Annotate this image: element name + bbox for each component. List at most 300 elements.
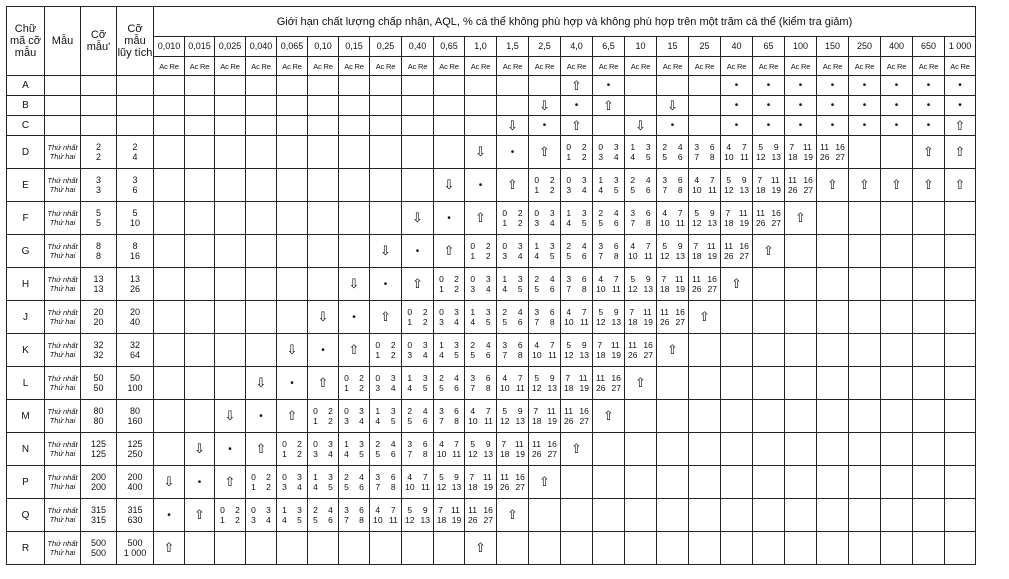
code-letter: F (7, 202, 45, 235)
second-sample-ac-re (529, 218, 560, 228)
ac-value: 4 (598, 185, 604, 195)
plan-cell (529, 169, 561, 202)
cumulative-size: 6 (132, 185, 138, 195)
re-value: 13 (675, 251, 685, 261)
sample-name: Thứ hai (49, 515, 76, 524)
re-value: 9 (422, 505, 428, 515)
second-sample-ac-re (339, 416, 369, 426)
re-value: 16 (835, 142, 845, 152)
aql-value: 0,65 (434, 37, 465, 57)
up-arrow-icon: ⇧ (923, 144, 934, 159)
ac-value: 12 (532, 383, 542, 393)
aql-cell (849, 301, 881, 334)
code-letter: C (7, 116, 45, 136)
aql-cell (945, 202, 976, 235)
arrow-shaft (434, 116, 465, 136)
sample-size: 5 (95, 208, 101, 218)
ac-value: 2 (407, 406, 413, 416)
second-sample-ac-re (497, 317, 528, 327)
star-icon: • (926, 120, 931, 131)
plan-cell (529, 433, 561, 466)
plan-cell (434, 400, 465, 433)
aql-cell (945, 433, 976, 466)
sample-size: 125 (90, 449, 107, 459)
sample-names (45, 301, 81, 334)
plan-cell (434, 301, 465, 334)
re-value: 6 (359, 482, 364, 492)
arrow-shaft (215, 76, 246, 96)
sample-sizes (81, 202, 117, 235)
arrow-shaft (497, 96, 529, 116)
up-arrow-icon: ⇧ (954, 117, 966, 133)
ac-value: 1 (470, 307, 476, 317)
re-value: 3 (328, 472, 333, 482)
ac-value: 3 (502, 251, 508, 261)
aql-cell (434, 532, 465, 565)
second-sample-ac-re (434, 350, 464, 360)
plan-cell (657, 136, 689, 169)
cumulative-sizes (117, 202, 154, 235)
re-value: 4 (613, 152, 619, 162)
aql-cell (185, 532, 215, 565)
first-sample-ac-re (370, 439, 401, 449)
re-value: 11 (706, 241, 716, 251)
plan-cell (593, 301, 625, 334)
sample-size: 8 (95, 251, 101, 261)
aql-cell (185, 433, 215, 466)
re-value: 8 (390, 482, 396, 492)
aql-cell (593, 466, 625, 499)
plan-cell (339, 499, 370, 532)
arrow-shaft (154, 76, 185, 96)
arrow-shaft (246, 169, 277, 202)
table-row (7, 268, 976, 301)
aql-value: 2,5 (529, 37, 561, 57)
second-sample-ac-re (721, 185, 752, 195)
ac-value: 3 (251, 515, 256, 525)
up-arrow-icon: ⇧ (163, 540, 175, 555)
arrow-shaft (370, 202, 402, 235)
re-value: 9 (773, 142, 779, 152)
ac-value: 26 (596, 383, 606, 393)
second-sample-ac-re (817, 152, 848, 162)
re-value: 27 (675, 317, 685, 327)
sample-size: 200 (90, 472, 107, 482)
sample-name: Thứ nhất (47, 374, 78, 383)
ac-value: 12 (405, 515, 415, 525)
re-value: 16 (611, 373, 621, 383)
first-sample-ac-re (721, 241, 752, 251)
re-value: 7 (581, 307, 587, 317)
ac-value: 3 (598, 241, 604, 251)
cumulative-size: 20 (129, 307, 140, 317)
plan-cell (657, 235, 689, 268)
first-sample-ac-re (561, 406, 592, 416)
star-icon: • (798, 100, 803, 111)
second-sample-ac-re (529, 185, 560, 195)
plan-cell (277, 466, 308, 499)
re-value: 7 (741, 142, 747, 152)
first-sample-ac-re (561, 307, 592, 317)
ac-value: 4 (407, 383, 413, 393)
cumulative-size: 200 (127, 472, 143, 482)
aql-cell (753, 466, 785, 499)
aql-cell (277, 400, 308, 433)
aql-cell (913, 532, 945, 565)
table-row (7, 301, 976, 334)
plan-cell (402, 400, 434, 433)
re-value: 3 (613, 175, 619, 185)
down-arrow-icon: ⇩ (348, 276, 360, 291)
ac-value: 11 (692, 274, 701, 284)
re-value: 7 (517, 373, 523, 383)
re-value: 4 (549, 274, 555, 284)
aql-cell (657, 96, 689, 116)
plan-cell (689, 202, 721, 235)
re-value: 6 (581, 274, 587, 284)
ac-value: 0 (251, 505, 256, 515)
aql-cell (689, 76, 721, 96)
re-value: 3 (422, 373, 428, 383)
down-arrow-icon: ⇩ (667, 97, 678, 113)
ac-value: 5 (758, 142, 764, 152)
arrow-shaft (625, 96, 657, 116)
aql-cell (785, 96, 817, 116)
aql-value: 250 (849, 37, 881, 57)
re-value: 16 (547, 439, 557, 449)
ac-value: 0 (313, 439, 318, 449)
re-value: 8 (422, 449, 428, 459)
aql-cell (785, 301, 817, 334)
arrow-shaft (185, 136, 215, 169)
arrow-shaft (185, 334, 215, 367)
first-sample-ac-re (561, 241, 592, 251)
star-icon: • (167, 509, 171, 521)
ac-value: 4 (662, 208, 668, 218)
code-letter: H (7, 268, 45, 301)
code-letter: L (7, 367, 45, 400)
ac-value: 18 (788, 152, 798, 162)
ac-value: 4 (344, 449, 349, 459)
plan-cell (625, 334, 657, 367)
plan-cell (625, 268, 657, 301)
plan-cell (657, 169, 689, 202)
up-arrow-icon: ⇧ (731, 276, 742, 291)
plan-cell (497, 400, 529, 433)
ac-value: 7 (438, 505, 443, 515)
aql-cell (849, 433, 881, 466)
code-letter: P (7, 466, 45, 499)
ac-value: 1 (470, 251, 476, 261)
aql-cell (277, 334, 308, 367)
aql-cell (849, 334, 881, 367)
second-sample-ac-re (402, 449, 433, 459)
star-icon: • (766, 120, 771, 131)
aql-cell (913, 169, 945, 202)
aql-value: 15 (657, 37, 689, 57)
arrow-shaft (154, 136, 185, 169)
first-sample-ac-re (497, 340, 528, 350)
up-arrow-icon: ⇧ (412, 276, 423, 291)
star-icon: • (958, 100, 962, 111)
first-sample-ac-re (465, 241, 496, 251)
plan-cell (465, 301, 497, 334)
re-value: 6 (454, 383, 459, 393)
ac-re-label: Ac Re (721, 57, 753, 76)
plan-cell (593, 268, 625, 301)
first-sample-ac-re (529, 406, 560, 416)
re-value: 3 (359, 439, 364, 449)
sample-sizes (81, 301, 117, 334)
second-sample-ac-re (308, 482, 338, 492)
aql-cell (465, 532, 497, 565)
cumulative-size: 26 (129, 284, 140, 294)
first-sample-ac-re (529, 208, 560, 218)
aql-cell (657, 116, 689, 136)
re-value: 6 (645, 185, 651, 195)
ac-value: 4 (439, 439, 444, 449)
first-sample-ac-re (561, 175, 592, 185)
second-sample-ac-re (497, 449, 528, 459)
ac-re-label: Ac Re (308, 57, 339, 76)
up-arrow-icon: ⇧ (475, 540, 486, 555)
aql-cell (785, 367, 817, 400)
star-icon: • (510, 146, 515, 158)
plan-cell (402, 499, 434, 532)
second-sample-ac-re (657, 317, 688, 327)
arrow-shaft (657, 76, 689, 96)
table-row (7, 334, 976, 367)
plan-cell (625, 202, 657, 235)
ac-value: 1 (502, 218, 508, 228)
ac-value: 2 (375, 439, 381, 449)
aql-cell (849, 532, 881, 565)
aql-cell (753, 96, 785, 116)
second-sample-ac-re (402, 317, 433, 327)
re-value: 13 (579, 350, 589, 360)
re-value: 19 (643, 317, 653, 327)
arrow-shaft (308, 268, 339, 301)
aql-cell (721, 400, 753, 433)
sample-name: Thứ hai (49, 317, 76, 326)
down-arrow-icon: ⇩ (635, 117, 646, 133)
re-value: 2 (581, 152, 587, 162)
sample-size: 5 (95, 218, 101, 228)
aql-cell (753, 433, 785, 466)
ac-value: 3 (534, 307, 540, 317)
ac-value: 1 (313, 416, 318, 426)
aql-cell (689, 400, 721, 433)
ac-value: 0 (344, 406, 349, 416)
aql-cell (849, 466, 881, 499)
ac-value: 10 (660, 218, 670, 228)
ac-value: 1 (630, 142, 636, 152)
sample-name: Thứ hai (49, 284, 76, 293)
first-sample-ac-re (721, 142, 752, 152)
aql-cell (753, 334, 785, 367)
re-value: 11 (515, 383, 525, 393)
arrow-shaft (277, 136, 308, 169)
arrow-shaft (185, 116, 215, 136)
aql-value: 65 (753, 37, 785, 57)
sample-name: Thứ hai (49, 185, 76, 194)
second-sample-ac-re (434, 383, 464, 393)
ac-value: 4 (502, 284, 508, 294)
second-sample-ac-re (497, 251, 528, 261)
arrow-shaft (215, 116, 246, 136)
sample-names (45, 532, 81, 565)
aql-cell (561, 96, 593, 116)
aql-cell (881, 400, 913, 433)
aql-cell (529, 499, 561, 532)
aql-cell (529, 532, 561, 565)
ac-value: 2 (344, 472, 349, 482)
arrow-shaft (402, 96, 434, 116)
re-value: 9 (613, 307, 619, 317)
ac-re-label: Ac Re (881, 57, 913, 76)
code-letter: E (7, 169, 45, 202)
re-value: 6 (454, 406, 459, 416)
cumulative-size: 2 (132, 142, 138, 152)
star-icon: • (447, 212, 451, 224)
second-sample-ac-re (246, 482, 276, 492)
second-sample-ac-re (339, 449, 369, 459)
aql-cell (370, 532, 402, 565)
plan-cell (593, 136, 625, 169)
sample-name: Thứ hai (49, 383, 76, 392)
plan-cell (785, 136, 817, 169)
second-sample-ac-re (689, 284, 720, 294)
up-arrow-icon: ⇧ (954, 177, 966, 192)
up-arrow-icon: ⇧ (539, 144, 550, 159)
re-value: 5 (328, 482, 333, 492)
arrow-shaft (402, 136, 434, 169)
up-arrow-icon: ⇧ (571, 117, 582, 133)
up-arrow-icon: ⇧ (891, 177, 902, 192)
ac-value: 5 (375, 449, 381, 459)
aql-cell (913, 76, 945, 96)
re-value: 16 (675, 307, 685, 317)
arrow-shaft (246, 96, 277, 116)
first-sample-ac-re (434, 274, 464, 284)
plan-cell (370, 499, 402, 532)
aql-cell (817, 367, 849, 400)
up-arrow-icon: ⇧ (475, 210, 486, 225)
re-value: 13 (451, 482, 462, 492)
plan-cell (561, 367, 593, 400)
ac-value: 0 (407, 307, 413, 317)
star-icon: • (862, 120, 867, 131)
plan-cell (689, 136, 721, 169)
re-value: 13 (771, 152, 781, 162)
ac-value: 4 (375, 505, 381, 515)
arrow-shaft (308, 96, 339, 116)
ac-value: 10 (405, 482, 415, 492)
plan-cell (721, 136, 753, 169)
second-sample-ac-re (625, 284, 656, 294)
second-sample-ac-re (434, 482, 464, 492)
arrow-shaft (277, 202, 308, 235)
re-value: 6 (549, 307, 555, 317)
second-sample-ac-re (625, 350, 656, 360)
cumulative-size: 64 (129, 350, 140, 360)
cumulative-sizes (117, 532, 154, 565)
sample-sizes (81, 76, 117, 96)
aql-cell (753, 400, 785, 433)
cumulative-sizes (117, 400, 154, 433)
star-icon: • (862, 80, 867, 91)
second-sample-ac-re (277, 515, 307, 525)
re-value: 3 (549, 208, 555, 218)
sample-names (45, 96, 81, 116)
re-value: 11 (611, 284, 621, 294)
aql-cell (913, 367, 945, 400)
re-value: 4 (581, 241, 587, 251)
re-value: 9 (454, 472, 459, 482)
aql-cell (657, 466, 689, 499)
reduced-inspection-table (6, 6, 976, 565)
arrow-shaft (402, 116, 434, 136)
aql-value: 10 (625, 37, 657, 57)
second-sample-ac-re (657, 251, 688, 261)
re-value: 16 (707, 274, 717, 284)
second-sample-ac-re (561, 350, 592, 360)
second-sample-ac-re (721, 152, 752, 162)
first-sample-ac-re (402, 472, 433, 482)
arrow-shaft (625, 76, 657, 96)
aql-cell (689, 334, 721, 367)
first-sample-ac-re (434, 406, 464, 416)
ac-value: 4 (502, 373, 508, 383)
aql-cell (625, 466, 657, 499)
re-value: 2 (359, 373, 364, 383)
re-value: 16 (771, 208, 781, 218)
aql-cell (817, 235, 849, 268)
arrow-shaft (339, 235, 370, 268)
ac-value: 7 (565, 373, 571, 383)
re-value: 16 (579, 406, 589, 416)
table-row (7, 76, 976, 96)
ac-re-label: Ac Re (154, 57, 185, 76)
aql-cell (817, 169, 849, 202)
first-sample-ac-re (689, 274, 720, 284)
star-icon: • (798, 120, 803, 131)
ac-value: 5 (566, 251, 572, 261)
ac-value: 7 (789, 142, 795, 152)
first-sample-ac-re (308, 505, 338, 515)
re-value: 19 (547, 416, 557, 426)
ac-value: 12 (660, 251, 670, 261)
re-value: 3 (422, 340, 428, 350)
ac-value: 3 (566, 274, 572, 284)
ac-value: 11 (724, 241, 733, 251)
sample-names (45, 116, 81, 136)
first-sample-ac-re (625, 307, 656, 317)
ac-value: 3 (407, 439, 413, 449)
ac-value: 4 (282, 515, 287, 525)
ac-value: 7 (725, 208, 731, 218)
ac-value: 0 (220, 505, 225, 515)
aql-cell (308, 301, 339, 334)
second-sample-ac-re (561, 185, 592, 195)
arrow-shaft (370, 96, 402, 116)
first-sample-ac-re (497, 208, 528, 218)
aql-cell (497, 136, 529, 169)
ac-value: 18 (756, 185, 766, 195)
code-letter: J (7, 301, 45, 334)
star-icon: • (415, 245, 420, 257)
re-value: 11 (739, 152, 749, 162)
